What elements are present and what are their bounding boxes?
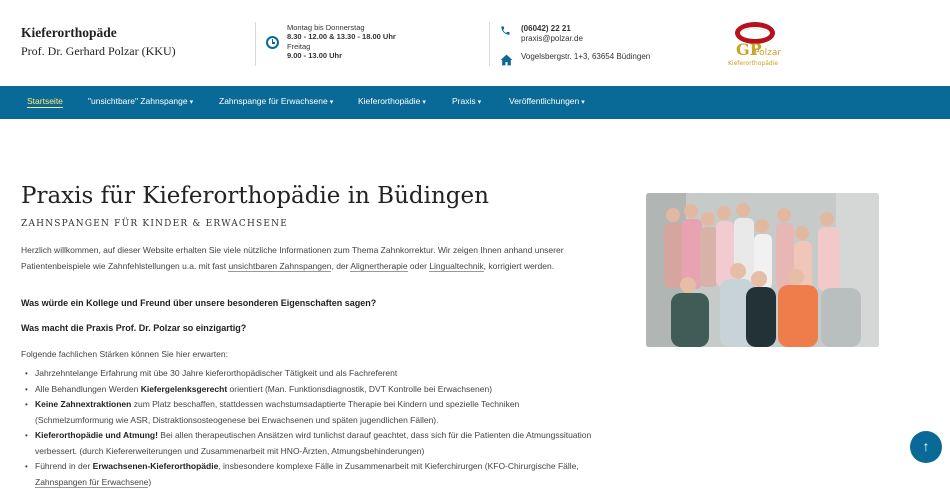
nav-invisible-braces[interactable]: "unsichtbare" Zahnspange ▾ [88, 96, 194, 106]
practice-logo[interactable] [722, 18, 788, 70]
hours-time-2: 9.00 - 13.00 Uhr [287, 51, 343, 60]
list-item: • Keine Zahnextraktionen zum Platz beschaffen, stattdessen wachstumsadaptierte Therapie bei Kindern und spezielle Techniken (Schmelzumformung wie ASR, Distraktionsosteogenese bei Erwachsenen und späten jugendlichen Fällen). [25, 397, 595, 428]
link-lingual-technique[interactable]: Lingualtechnik [429, 261, 484, 271]
hours-days-1: Montag bis Donnerstag [287, 23, 365, 32]
strengths-list [25, 366, 595, 489]
clock-icon [266, 36, 279, 49]
page-subtitle: ZAHNSPANGEN FÜR KINDER & ERWACHSENE [21, 219, 289, 229]
brand[interactable] [21, 25, 176, 60]
brand-doctor: Prof. Dr. Gerhard Polzar (KKU) [21, 44, 176, 58]
chevron-down-icon: ▾ [329, 99, 334, 106]
home-icon [500, 54, 513, 69]
chevron-down-icon: ▾ [581, 99, 585, 106]
site-header [0, 0, 950, 86]
nav-home[interactable]: Startseite [27, 96, 63, 106]
logo-sub: Kieferorthopädie [728, 60, 779, 67]
hours-time-1: 8.30 - 12.00 & 13.30 - 18.00 Uhr [287, 32, 396, 41]
divider [489, 22, 490, 66]
link-invisible-braces[interactable]: unsichtbaren Zahnspangen [228, 261, 332, 271]
phone-icon [500, 25, 511, 39]
team-photo [646, 193, 879, 347]
svg-text:GP: GP [736, 40, 762, 59]
list-lead: Folgende fachlichen Stärken können Sie hier erwarten: [21, 349, 228, 359]
back-to-top-button[interactable] [910, 431, 942, 463]
brand-name: Kieferorthopäde [21, 25, 117, 40]
address: Vogelsbergstr. 1+3, 63654 Büdingen [521, 52, 651, 61]
email-link[interactable]: praxis@polzar.de [521, 34, 583, 43]
page-title: Praxis für Kieferorthopädie in Büdingen [21, 183, 489, 209]
list-item: • Führend in der Erwachsenen-Kieferorthopädie, insbesondere komplexe Fälle in Zusammenarbeit mit Kieferchirurgen (KFO-Chirurgische Fälle, Zahnspangen für Erwachsene) [25, 459, 595, 489]
list-item: • Jahrzehntelange Erfahrung mit übe 30 Jahre kieferorthopädischer Tätigkeit und als Fachreferent [25, 366, 595, 382]
divider [255, 22, 256, 66]
main-navigation [0, 86, 950, 119]
intro-paragraph: Herzlich willkommen, auf dieser Website erhalten Sie viele nützliche Informationen zum Thema Zahnkorrektur. Wir zeigen Ihnen anhand unserer Patientenbeispiele wie Zahnfehlstellungen u.a. mit fast unsichtbaren Zahnspangen, der Alignertherapie oder Lingualtechnik, korrigiert werden. [21, 245, 564, 271]
chevron-down-icon: ▾ [189, 99, 194, 106]
list-item: • Kieferorthopädie und Atmung! Bei allen therapeutischen Ansätzen wird tunlichst darauf geachtet, dass sich für die Patienten die Atmungssituation verbessert. (durch Kiefererweiterungen und Zusammenarbeit mit HNO-Ärzten, Atmungsbehinderungen) [25, 428, 595, 459]
hours-days-2: Freitag [287, 42, 311, 51]
question-heading-2: Was macht die Praxis Prof. Dr. Polzar so einzigartig? [21, 323, 247, 333]
question-heading-1: Was würde ein Kollege und Freund über unsere besonderen Eigenschaften sagen? [21, 298, 377, 308]
arrow-up-icon: ↑ [922, 438, 930, 454]
chevron-down-icon: ▾ [422, 99, 426, 106]
nav-orthodontics[interactable]: Kieferorthopädie ▾ [358, 96, 426, 106]
nav-practice[interactable]: Praxis ▾ [452, 96, 482, 106]
link-adult-braces[interactable]: Zahnspangen für Erwachsene [35, 476, 149, 487]
list-item: • Alle Behandlungen Werden Kiefergelenksgerecht orientiert (Man. Funktionsdiagnostik, DVT Kontrolle bei Erwachsenen) [25, 382, 595, 398]
phone-number[interactable]: (06042) 22 21 [521, 24, 571, 33]
nav-adult-braces[interactable]: Zahnspange für Erwachsene ▾ [219, 96, 334, 106]
logo-word: Polzar [754, 48, 782, 58]
chevron-down-icon: ▾ [477, 99, 482, 106]
nav-publications[interactable]: Veröffentlichungen ▾ [509, 96, 585, 106]
link-aligner-therapy[interactable]: Alignertherapie [350, 261, 408, 271]
